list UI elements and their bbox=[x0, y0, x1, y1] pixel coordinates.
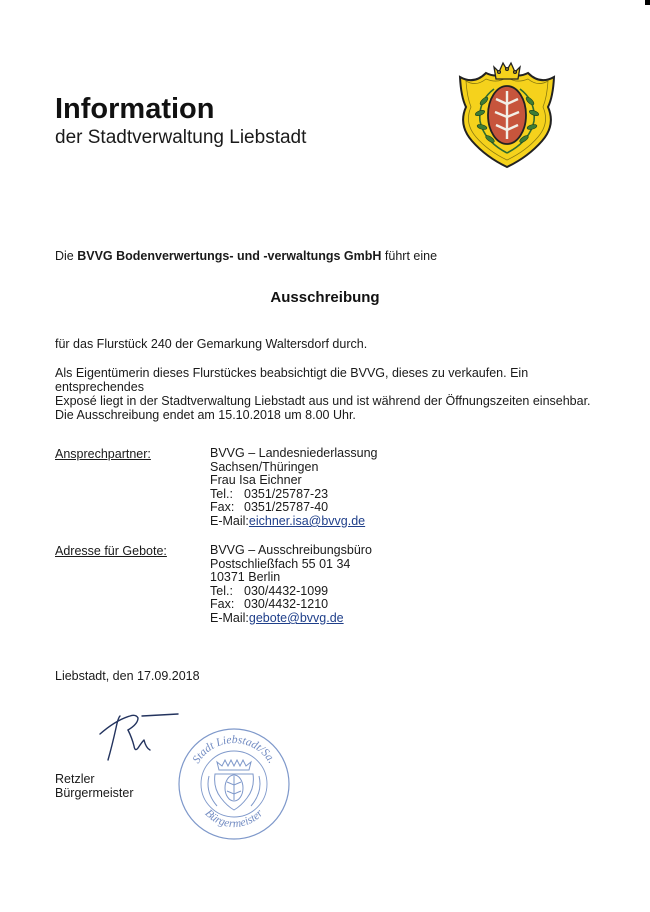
page-title: Information bbox=[55, 93, 215, 125]
signature-icon bbox=[98, 708, 180, 764]
coat-of-arms-icon bbox=[458, 57, 556, 169]
intro-line bbox=[55, 249, 437, 263]
contact-label: Ansprechpartner: bbox=[55, 447, 151, 461]
sale-paragraph-line: Als Eigentümerin dieses Flurstückes beabsichtigt die BVVG, dieses zu verkaufen. Ein entsprechendes bbox=[55, 366, 529, 394]
parcel-paragraph: für das Flurstück 240 der Gemarkung Waltersdorf durch. bbox=[55, 337, 368, 351]
offers-block bbox=[210, 544, 372, 626]
signatory-role: Bürgermeister bbox=[55, 786, 134, 800]
intro-prefix: Die bbox=[55, 249, 78, 263]
page-subtitle: der Stadtverwaltung Liebstadt bbox=[55, 127, 307, 148]
contact-tel: Tel.: 0351/25787-23 bbox=[210, 486, 329, 501]
contact-email-link[interactable]: eichner.isa@bvvg.de bbox=[248, 513, 366, 528]
sale-paragraph-line: Exposé liegt in der Stadtverwaltung Liebstadt aus und ist während der Öffnungszeiten einsehbar. bbox=[55, 394, 591, 408]
svg-text:Bürgermeister bbox=[203, 807, 266, 830]
official-seal-icon bbox=[175, 722, 293, 844]
offers-tel: Tel.: 030/4432-1099 bbox=[210, 583, 329, 598]
company-name: BVVG Bodenverwertungs- und -verwaltungs GmbH bbox=[77, 249, 382, 263]
contact-fax: Fax: 0351/25787-40 bbox=[210, 500, 329, 515]
signatory bbox=[55, 772, 134, 800]
offers-email: E-Mail:gebote@bvvg.de bbox=[210, 610, 344, 625]
scan-corner-mark bbox=[645, 0, 650, 5]
offers-fax: Fax: 030/4432-1210 bbox=[210, 597, 329, 612]
offers-line: 10371 Berlin bbox=[210, 570, 281, 585]
seal-text-bottom: Bürgermeister bbox=[202, 807, 266, 831]
seal-text-top: Stadt Liebstadt/Sa. bbox=[190, 733, 278, 766]
contact-block bbox=[210, 447, 377, 529]
signatory-name: Retzler bbox=[55, 772, 95, 786]
dateline: Liebstadt, den 17.09.2018 bbox=[55, 669, 200, 683]
offers-line: Postschließfach 55 01 34 bbox=[210, 556, 351, 571]
sale-paragraph bbox=[55, 366, 615, 422]
contact-line: Frau Isa Eichner bbox=[210, 473, 302, 488]
offers-email-link[interactable]: gebote@bvvg.de bbox=[248, 610, 344, 625]
offers-label: Adresse für Gebote: bbox=[55, 544, 167, 558]
intro-suffix: führt eine bbox=[381, 249, 438, 263]
section-heading: Ausschreibung bbox=[270, 289, 380, 306]
offers-line: BVVG – Ausschreibungsbüro bbox=[210, 543, 372, 557]
sale-paragraph-line: Die Ausschreibung endet am 15.10.2018 um 8.00 Uhr. bbox=[55, 408, 356, 422]
contact-email: E-Mail:eichner.isa@bvvg.de bbox=[210, 513, 366, 528]
contact-line: BVVG – Landesniederlassung bbox=[210, 446, 378, 460]
contact-line: Sachsen/Thüringen bbox=[210, 459, 319, 474]
